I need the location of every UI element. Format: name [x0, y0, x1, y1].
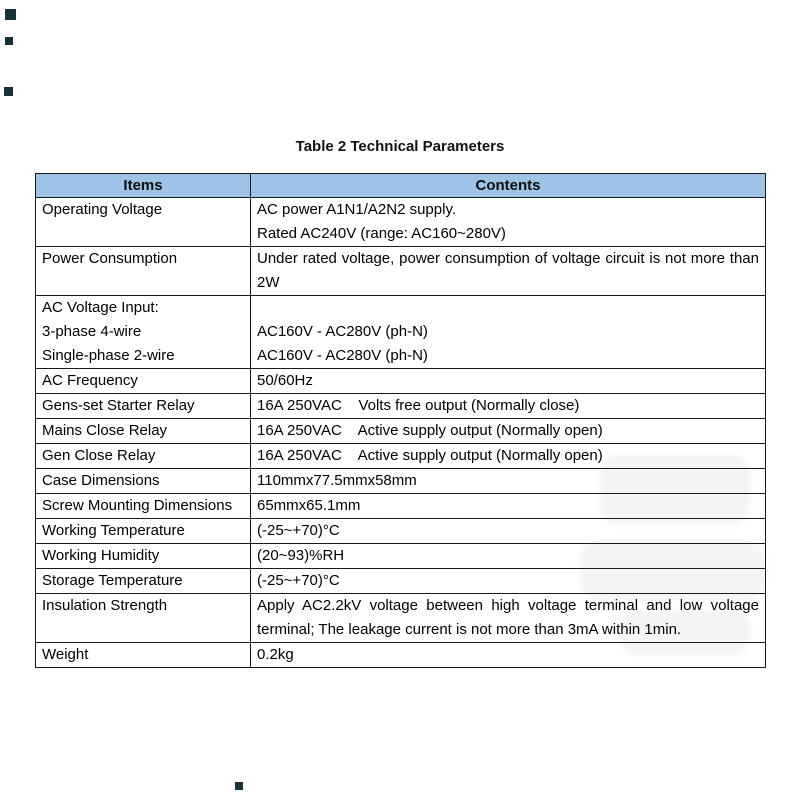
item-label: Single-phase 2-wire	[42, 347, 175, 364]
content-paragraph: Under rated voltage, power consumption of voltage circuit is not more than 2W	[257, 250, 759, 291]
content-line: 16A 250VAC Volts free output (Normally close)	[257, 397, 580, 414]
content-line: 0.2kg	[257, 646, 294, 663]
scan-artifact	[235, 782, 243, 790]
item-label: Gen Close Relay	[42, 447, 156, 464]
item-label: Operating Voltage	[42, 201, 163, 218]
item-label: AC Voltage Input:	[42, 299, 159, 316]
cell-item	[36, 444, 251, 469]
cell-content	[251, 198, 766, 247]
content-line: (-25~+70)°C	[257, 572, 340, 589]
content-line: 16A 250VAC Active supply output (Normally open)	[257, 422, 603, 439]
table-row-ac-frequency	[36, 369, 766, 394]
item-label: Storage Temperature	[42, 572, 183, 589]
content-line: 50/60Hz	[257, 372, 313, 389]
table-row-operating-voltage	[36, 198, 766, 247]
item-label: 3-phase 4-wire	[42, 323, 142, 340]
header-contents: Contents	[251, 174, 766, 198]
content-line: Rated AC240V (range: AC160~280V)	[257, 225, 506, 242]
table-row-storage-temperature	[36, 569, 766, 594]
table-row-gen-close-relay	[36, 444, 766, 469]
item-label: Screw Mounting Dimensions	[42, 497, 233, 514]
item-label: Working Humidity	[42, 547, 160, 564]
scan-artifact	[4, 87, 13, 96]
cell-item	[36, 544, 251, 569]
cell-content	[251, 643, 766, 668]
item-label: Working Temperature	[42, 522, 185, 539]
technical-parameters-table	[35, 173, 766, 668]
table-row-screw-mounting-dimensions	[36, 494, 766, 519]
item-label: Case Dimensions	[42, 472, 160, 489]
cell-item	[36, 519, 251, 544]
cell-item	[36, 198, 251, 247]
cell-content	[251, 469, 766, 494]
item-label: Mains Close Relay	[42, 422, 168, 439]
scan-artifact	[5, 37, 13, 45]
content-line: (20~93)%RH	[257, 547, 345, 564]
table-row-case-dimensions	[36, 469, 766, 494]
content-line: AC160V - AC280V (ph-N)	[257, 347, 428, 364]
content-line: AC160V - AC280V (ph-N)	[257, 323, 428, 340]
content-paragraph: Apply AC2.2kV voltage between high voltage terminal and low voltage terminal; The leakage current is not more than 3mA within 1min.	[257, 597, 759, 638]
header-items: Items	[36, 174, 251, 198]
cell-item	[36, 369, 251, 394]
table-row-working-temperature	[36, 519, 766, 544]
cell-item	[36, 494, 251, 519]
content-line	[257, 296, 759, 320]
cell-item	[36, 247, 251, 296]
scan-artifact	[5, 9, 16, 20]
cell-content	[251, 519, 766, 544]
content-line: 65mmx65.1mm	[257, 497, 361, 514]
cell-content	[251, 594, 766, 643]
cell-item	[36, 643, 251, 668]
table-row-power-consumption	[36, 247, 766, 296]
table-row-gens-set-starter-relay	[36, 394, 766, 419]
table-header-row	[36, 174, 766, 198]
item-label: Power Consumption	[42, 250, 178, 267]
table-title: Table 2 Technical Parameters	[295, 138, 505, 155]
cell-item	[36, 469, 251, 494]
content-line: 16A 250VAC Active supply output (Normally open)	[257, 447, 603, 464]
table-row-ac-voltage-input	[36, 296, 766, 369]
table-row-weight	[36, 643, 766, 668]
cell-item	[36, 594, 251, 643]
cell-content	[251, 394, 766, 419]
content-line: AC power A1N1/A2N2 supply.	[257, 201, 456, 218]
cell-content	[251, 247, 766, 296]
cell-item	[36, 419, 251, 444]
cell-item	[36, 394, 251, 419]
cell-content	[251, 569, 766, 594]
content-line: 110mmx77.5mmx58mm	[257, 472, 417, 489]
item-label: Gens-set Starter Relay	[42, 397, 195, 414]
table-row-mains-close-relay	[36, 419, 766, 444]
cell-content	[251, 419, 766, 444]
item-label: AC Frequency	[42, 372, 138, 389]
table-row-insulation-strength	[36, 594, 766, 643]
item-label: Insulation Strength	[42, 597, 168, 614]
cell-content	[251, 494, 766, 519]
content-line: (-25~+70)°C	[257, 522, 340, 539]
cell-item	[36, 569, 251, 594]
cell-item	[36, 296, 251, 369]
item-label: Weight	[42, 646, 89, 663]
cell-content	[251, 544, 766, 569]
table-row-working-humidity	[36, 544, 766, 569]
cell-content	[251, 369, 766, 394]
cell-content	[251, 296, 766, 369]
cell-content	[251, 444, 766, 469]
